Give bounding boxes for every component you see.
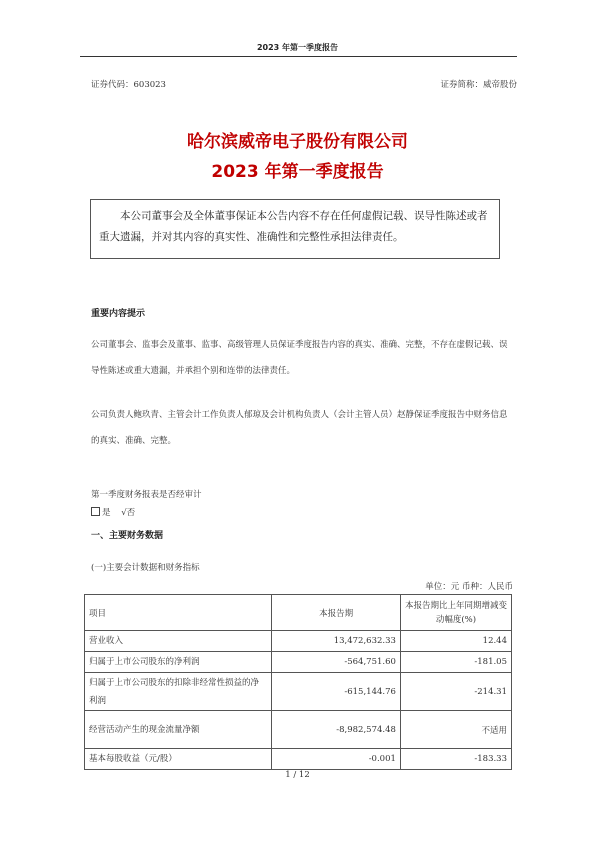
report-title: 2023 年第一季度报告 (211, 162, 384, 182)
table-row (85, 673, 512, 711)
table-row (85, 749, 512, 770)
header-divider (80, 56, 517, 57)
row-label: 归属于上市公司股东的净利润 (85, 652, 272, 673)
table-header-current: 本报告期 (272, 595, 401, 631)
financial-data-table (84, 594, 512, 770)
table-header-change: 本报告期比上年同期增减变动幅度(%) (400, 595, 511, 631)
table-row (85, 711, 512, 749)
row-change-value: -183.33 (400, 749, 511, 770)
table-header-item: 项目 (85, 595, 272, 631)
row-label: 经营活动产生的现金流量净额 (85, 711, 272, 749)
section-1-subheading: (一)主要会计数据和财务指标 (91, 563, 200, 573)
row-label: 营业收入 (85, 631, 272, 652)
important-tips-heading: 重要内容提示 (91, 309, 146, 319)
audit-options (91, 506, 135, 518)
page-number: 1 / 12 (285, 770, 310, 780)
row-current-value: -8,982,574.48 (272, 711, 401, 749)
row-current-value: -0.001 (272, 749, 401, 770)
row-current-value: -564,751.60 (272, 652, 401, 673)
running-header-title: 2023 年第一季度报告 (256, 43, 339, 52)
audit-question: 第一季度财务报表是否经审计 (91, 490, 202, 500)
row-change-value: 不适用 (400, 711, 511, 749)
tips-paragraph-1: 公司董事会、监事会及董事、监事、高级管理人员保证季度报告内容的真实、准确、完整，不存在虚假记载、误导性陈述或重大遗漏，并承担个别和连带的法律责任。 (91, 340, 508, 376)
table-row (85, 652, 512, 673)
audit-yes-label: 是 (102, 508, 111, 518)
row-label: 基本每股收益（元/股） (85, 749, 272, 770)
row-label: 归属于上市公司股东的扣除非经常性损益的净利润 (85, 673, 272, 711)
row-current-value: 13,472,632.33 (272, 631, 401, 652)
checkbox-icon (91, 507, 100, 516)
board-statement-box: 本公司董事会及全体董事保证本公告内容不存在任何虚假记载、误导性陈述或者重大遗漏，并对其内容的真实性、准确性和完整性承担法律责任。 (90, 199, 500, 259)
tips-paragraph-2: 公司负责人鲍玖青、主管会计工作负责人郁琼及会计机构负责人（会计主管人员）赵静保证季度报告中财务信息的真实、准确、完整。 (91, 410, 508, 446)
row-change-value: 12.44 (400, 631, 511, 652)
row-current-value: -615,144.76 (272, 673, 401, 711)
audit-no-label: √否 (121, 508, 136, 518)
row-change-value: -181.05 (400, 652, 511, 673)
company-name-title: 哈尔滨威帝电子股份有限公司 (187, 132, 408, 152)
table-row (85, 631, 512, 652)
stock-code: 证券代码：603023 (91, 80, 166, 90)
row-change-value: -214.31 (400, 673, 511, 711)
table-header-row (85, 595, 512, 631)
unit-currency-note: 单位：元 币种：人民币 (425, 582, 513, 592)
stock-short-name: 证券简称：威帝股份 (440, 80, 517, 90)
section-1-heading: 一、主要财务数据 (91, 531, 164, 541)
